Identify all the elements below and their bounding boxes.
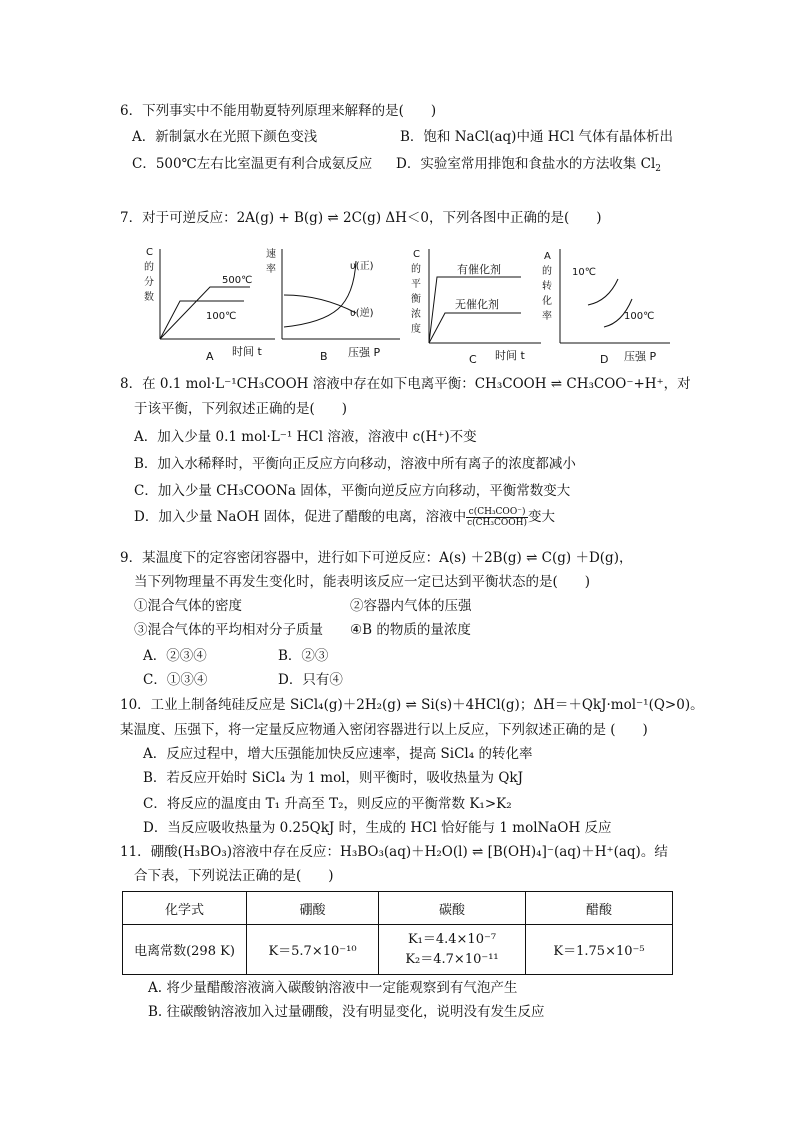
graph-c-ylabel-1: C	[413, 249, 420, 260]
q8-fraction-denominator: c(CH₃COOH)	[467, 518, 528, 528]
graph-d-xlabel: 压强 P	[624, 350, 657, 363]
table-header-carbonic: 碳酸	[379, 892, 526, 925]
graph-c-letter: C	[469, 353, 477, 365]
graph-c-label-catalyst: 有催化剂	[457, 263, 501, 276]
q9-option-b: B．②③	[278, 648, 329, 664]
table-row-label: 电离常数(298 K)	[123, 925, 247, 975]
q10-option-d: D．当反应吸收热量为 0.25QkJ 时，生成的 HCl 恰好能与 1 molNaOH 反应	[143, 820, 612, 836]
q8-option-c: C．加入少量 CH₃COONa 固体，平衡向逆反应方向移动，平衡常数变大	[134, 483, 571, 499]
table-cell-acetic: K＝1.75×10⁻⁵	[526, 925, 673, 975]
graph-c-ylabel-3: 平	[411, 279, 421, 290]
graph-d-curve-10	[588, 279, 618, 305]
graph-b-xlabel: 压强 P	[348, 346, 381, 359]
q8-stem-line2: 于该平衡，下列叙述正确的是( )	[134, 401, 348, 417]
graph-a-label-100: 100℃	[206, 311, 237, 322]
graph-b-label-reverse: υ(逆)	[350, 308, 374, 319]
q11-stem-line1: 11．硼酸(H₃BO₃)溶液中存在反应：H₃BO₃(aq)＋H₂O(l) ⇌ [B(OH)₄]⁻(aq)＋H⁺(aq)。结	[120, 844, 668, 860]
q9-stem-line1: 9．某温度下的定容密闭容器中，进行如下可逆反应：A(s) ＋2B(g) ⇌ C(g) ＋D(g)，	[120, 550, 633, 566]
graph-d-ylabel-5: 率	[542, 311, 552, 322]
q9-item-2: ②容器内气体的压强	[350, 598, 472, 614]
q10-stem-line2: 某温度、压强下，将一定量反应物通入密闭容器进行以上反应，下列叙述正确的是 ( )	[120, 722, 648, 738]
q6-option-d-text: D．实验室常用排饱和食盐水的方法收集 Cl	[396, 156, 656, 172]
q8-option-d	[134, 507, 555, 528]
ionization-constant-table	[122, 891, 673, 975]
graph-d-letter: D	[600, 353, 609, 365]
q8-option-d-tail: 变大	[528, 509, 556, 525]
table-header-acetic: 醋酸	[526, 892, 673, 925]
table-header-boric: 硼酸	[247, 892, 379, 925]
q10-stem-line1: 10．工业上制备纯硅反应是 SiCl₄(g)＋2H₂(g) ⇌ Si(s)＋4HCl(g)；ΔH＝＋QkJ·mol⁻¹(Q>0)。	[120, 697, 704, 713]
q8-fraction	[466, 507, 528, 528]
table-cell-carbonic-k1: K₁＝4.4×10⁻⁷	[407, 931, 497, 947]
graph-a-label-500: 500℃	[222, 275, 253, 286]
graph-a-ylabel-4: 数	[144, 292, 154, 303]
graph-c	[405, 243, 545, 365]
q6-option-b: B．饱和 NaCl(aq)中通 HCl 气体有晶体析出	[400, 129, 673, 145]
graph-b-curve-forward	[284, 261, 356, 327]
graph-b-letter: B	[320, 350, 328, 363]
q6-option-d	[396, 155, 661, 178]
q10-option-a: A．反应过程中，增大压强能加快反应速率，提高 SiCl₄ 的转化率	[143, 746, 533, 762]
graph-c-ylabel-6: 度	[411, 324, 421, 335]
q8-option-d-text: D．加入少量 NaOH 固体，促进了醋酸的电离，溶液中	[134, 509, 467, 525]
graph-a-ylabel-3: 分	[144, 277, 154, 288]
q11-option-a: A. 将少量醋酸溶液滴入碳酸钠溶液中一定能观察到有气泡产生	[148, 980, 518, 996]
q9-item-3: ③混合气体的平均相对分子质量	[134, 622, 323, 638]
graph-a-ylabel-2: 的	[144, 262, 154, 273]
q8-fraction-numerator: c(CH₃COO⁻)	[466, 507, 528, 518]
graph-b	[262, 243, 402, 365]
q6-stem: 6．下列事实中不能用勒夏特列原理来解释的是( )	[120, 103, 437, 119]
q8-option-a: A．加入少量 0.1 mol·L⁻¹ HCl 溶液，溶液中 c(H⁺)不变	[134, 429, 477, 445]
q8-stem-line1: 8．在 0.1 mol·L⁻¹CH₃COOH 溶液中存在如下电离平衡：CH₃COOH ⇌ CH₃COO⁻+H⁺，对	[120, 376, 691, 392]
graph-c-curve-no-catalyst	[429, 313, 521, 343]
table-cell-carbonic	[379, 925, 526, 975]
table-cell-boric: K＝5.7×10⁻¹⁰	[247, 925, 379, 975]
graph-b-label-forward: υ(正)	[350, 261, 374, 272]
q8-option-b: B．加入水稀释时，平衡向正反应方向移动，溶液中所有离子的浓度都减小	[134, 456, 576, 472]
graph-b-ylabel-2: 率	[266, 264, 276, 275]
graph-c-ylabel-5: 浓	[411, 309, 421, 320]
graph-d-label-10: 10℃	[572, 267, 596, 278]
q9-option-d: D．只有④	[278, 672, 343, 688]
q11-option-b: B. 往碳酸钠溶液加入过量硼酸，没有明显变化，说明没有发生反应	[148, 1004, 545, 1020]
q7-stem: 7．对于可逆反应：2A(g) + B(g) ⇌ 2C(g) ΔH＜0，下列各图中正确的是( )	[120, 210, 602, 226]
q10-option-b: B．若反应开始时 SiCl₄ 为 1 mol，则平衡时，吸收热量为 QkJ	[143, 770, 523, 786]
graph-b-curve-reverse	[284, 295, 356, 313]
graph-c-ylabel-4: 衡	[411, 294, 421, 305]
graph-a-xlabel: 时间 t	[232, 345, 262, 358]
q10-option-c: C．将反应的温度由 T₁ 升高至 T₂，则反应的平衡常数 K₁>K₂	[143, 796, 512, 812]
graph-a-ylabel-1: C	[146, 247, 153, 258]
table-cell-carbonic-k2: K₂＝4.7×10⁻¹¹	[405, 951, 499, 967]
q9-item-1: ①混合气体的密度	[134, 598, 242, 614]
graph-b-ylabel-1: 速	[266, 249, 276, 260]
q9-item-4: ④B 的物质的量浓度	[350, 622, 471, 638]
q6-option-c: C．500℃左右比室温更有利合成氨反应	[132, 156, 373, 172]
graph-c-xlabel: 时间 t	[495, 349, 525, 362]
q9-option-c: C．①③④	[143, 672, 208, 688]
graph-a	[140, 243, 280, 365]
graph-d-label-100: 100℃	[624, 311, 655, 322]
q6-option-d-sub: 2	[655, 164, 661, 174]
graph-d-ylabel-2: 的	[542, 266, 552, 277]
graph-d-ylabel-4: 化	[542, 296, 552, 307]
table-header-formula: 化学式	[123, 892, 247, 925]
q11-stem-line2: 合下表，下列说法正确的是( )	[134, 868, 334, 884]
q6-option-a: A．新制氯水在光照下颜色变浅	[132, 129, 318, 145]
graph-d-ylabel-1: A	[544, 251, 551, 262]
graph-a-letter: A	[206, 350, 214, 363]
graph-c-ylabel-2: 的	[411, 264, 421, 275]
q9-stem-line2: 当下列物理量不再发生变化时，能表明该反应一定已达到平衡状态的是( )	[134, 574, 591, 590]
graph-c-label-no-catalyst: 无催化剂	[455, 298, 499, 311]
graph-d	[538, 243, 673, 365]
graph-d-ylabel-3: 转	[542, 281, 552, 292]
q9-option-a: A．②③④	[143, 648, 207, 664]
